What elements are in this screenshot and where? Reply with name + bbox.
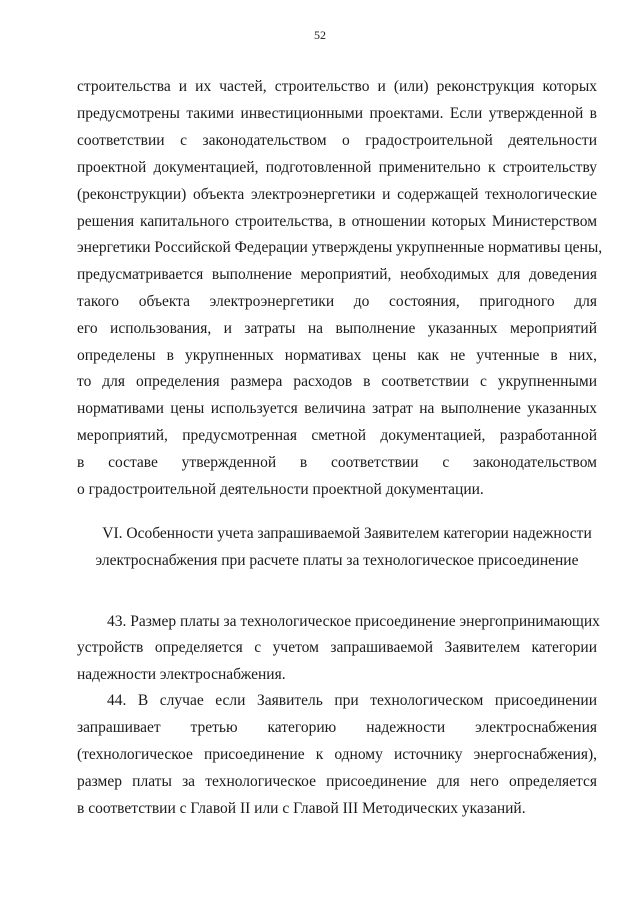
page-number: 52 bbox=[314, 28, 326, 42]
text-line: предусматривается выполнение мероприятий, необходимых для доведения bbox=[77, 266, 597, 283]
text-line: нормативами цены используется величина затрат на выполнение указанных bbox=[77, 400, 597, 417]
text-line: (реконструкции) объекта электроэнергетики и содержащей технологические bbox=[77, 186, 597, 203]
text-line: о градостроительной деятельности проектной документации. bbox=[77, 481, 484, 498]
heading-line: электроснабжения при расчете платы за технологическое присоединение bbox=[95, 552, 579, 569]
text-line: (технологическое присоединение к одному источнику энергоснабжения), bbox=[77, 746, 597, 763]
text-line: 44. В случае если Заявитель при технологическом присоединении bbox=[107, 692, 597, 709]
heading-line: VI. Особенности учета запрашиваемой Заявителем категории надежности bbox=[102, 525, 592, 542]
text-line: надежности электроснабжения. bbox=[77, 666, 286, 683]
text-line: соответствии с законодательством о градостроительной деятельности bbox=[77, 132, 597, 149]
text-line: его использования, и затраты на выполнение указанных мероприятий bbox=[77, 320, 597, 337]
text-line: запрашивает третью категорию надежности электроснабжения bbox=[77, 719, 597, 736]
text-line: такого объекта электроэнергетики до состояния, пригодного для bbox=[77, 293, 597, 310]
text-line: решения капитального строительства, в отношении которых Министерством bbox=[77, 213, 597, 230]
text-line: устройств определяется с учетом запрашиваемой Заявителем категории bbox=[77, 639, 597, 656]
text-line: проектной документацией, подготовленной применительно к строительству bbox=[77, 159, 597, 176]
text-line: строительства и их частей, строительство и (или) реконструкция которых bbox=[77, 78, 597, 95]
text-line: то для определения размера расходов в соответствии с укрупненными bbox=[77, 373, 597, 390]
text-line: энергетики Российской Федерации утверждены укрупненные нормативы цены, bbox=[77, 239, 603, 256]
text-line: в составе утвержденной в соответствии с законодательством bbox=[77, 454, 597, 471]
text-line: определены в укрупненных нормативах цены как не учтенные в них, bbox=[77, 347, 597, 364]
text-line: в соответствии с Главой II или с Главой III Методических указаний. bbox=[77, 800, 526, 817]
text-line: размер платы за технологическое присоединение для него определяется bbox=[77, 773, 597, 790]
text-line: 43. Размер платы за технологическое присоединение энергопринимающих bbox=[107, 613, 600, 630]
text-line: мероприятий, предусмотренная сметной документацией, разработанной bbox=[77, 427, 597, 444]
text-line: предусмотрены такими инвестиционными проектами. Если утвержденной в bbox=[77, 105, 597, 122]
